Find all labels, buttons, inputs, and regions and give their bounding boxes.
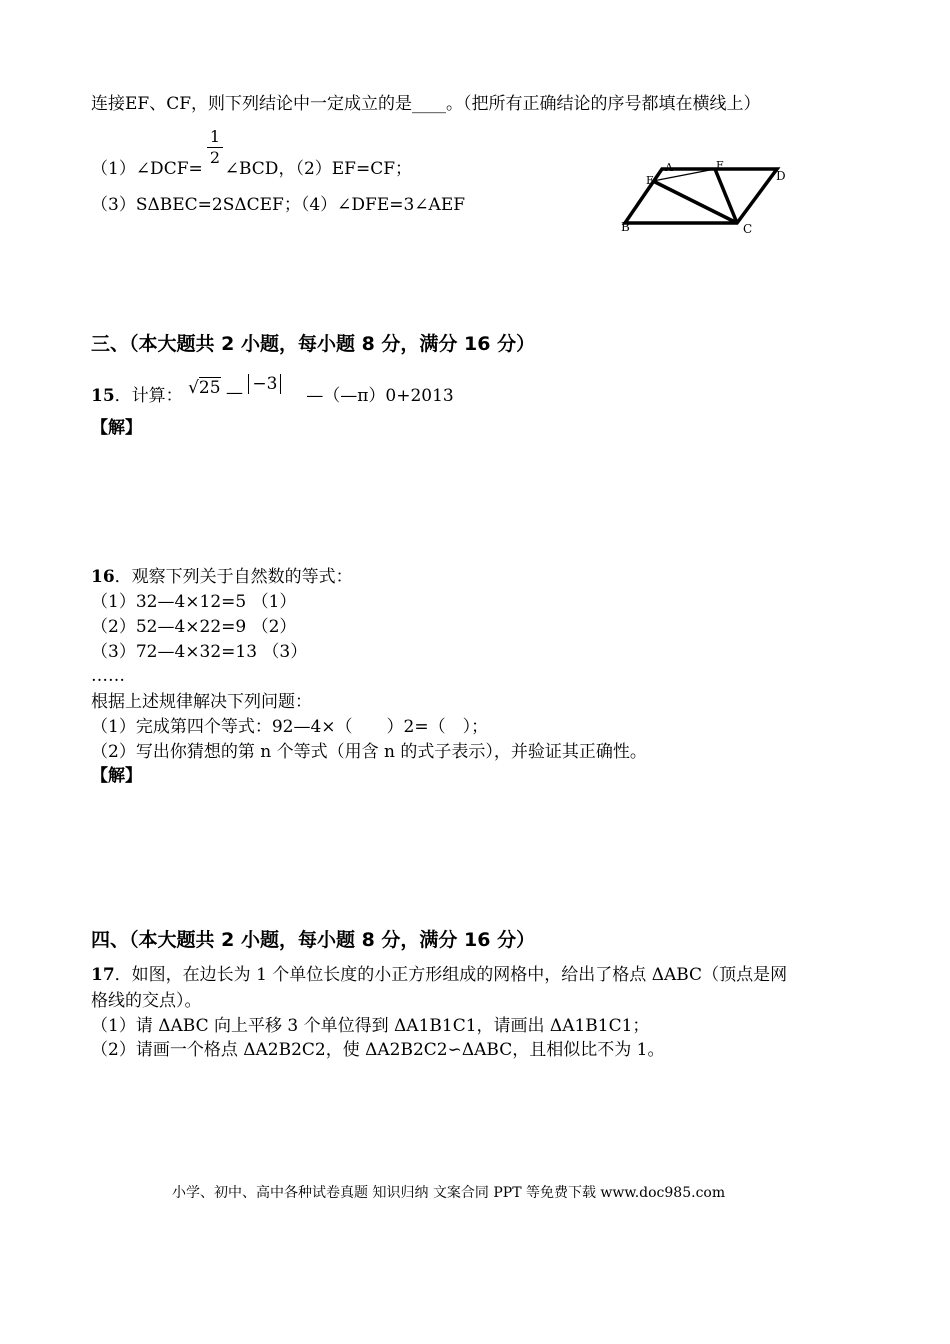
- q15-abs: [248, 374, 281, 394]
- q14-line2: [91, 157, 412, 182]
- q16-header: [91, 565, 353, 590]
- q17-line-1: [91, 963, 787, 988]
- q16-line-4: ……: [91, 666, 125, 686]
- segment-ec: [653, 181, 737, 223]
- q15-abs-value: −3: [252, 374, 278, 394]
- label-a: A: [665, 161, 673, 174]
- sqrt-sign-icon: √: [188, 378, 199, 398]
- q16-solution: 【解】: [91, 766, 142, 786]
- q15: [91, 374, 454, 409]
- q15-sqrt: [188, 376, 220, 401]
- q16-line-7: （2）写出你猜想的第 n 个等式（用含 n 的式子表示），并验证其正确性。: [91, 742, 647, 762]
- section-4-title: 四、（本大题共 2 小题，每小题 8 分，满分 16 分）: [91, 929, 536, 951]
- q16-line-6: （1）完成第四个等式：92—4×（ ）2=（ ）；: [91, 717, 489, 737]
- q17-line-4: （2）请画一个格点 ΔA2B2C2，使 ΔA2B2C2∽ΔABC，且相似比不为 1。: [91, 1040, 665, 1060]
- q14-intro-text: 连接EF、CF，则下列结论中一定成立的是: [91, 94, 413, 114]
- q15-dash: —: [225, 383, 243, 403]
- q17-number: 17: [91, 965, 115, 985]
- label-f: F: [716, 159, 724, 172]
- q14-line2-prefix: （1）∠DCF=: [91, 159, 203, 179]
- q14-intro: [91, 92, 761, 117]
- fraction-denominator: 2: [209, 148, 221, 167]
- q17-line-2: 格线的交点）。: [91, 991, 202, 1011]
- q14-line3: （3）SΔBEC=2SΔCEF；（4）∠DFE=3∠AEF: [91, 195, 466, 215]
- q15-solution: 【解】: [91, 418, 142, 438]
- q15-rest: —（—π）0+2013: [306, 386, 454, 406]
- q16-line-1: （1）32—4×12=5 （1）: [91, 592, 297, 612]
- q14-figure: [615, 155, 795, 240]
- fraction-numerator: 1: [209, 127, 221, 146]
- label-e: E: [646, 174, 655, 187]
- page-footer: 小学、初中、高中各种试卷真题 知识归纳 文案合同 PPT 等免费下载 www.doc985.com: [172, 1185, 726, 1201]
- section-3-title: 三、（本大题共 2 小题，每小题 8 分，满分 16 分）: [91, 333, 536, 355]
- q17-line-3: （1）请 ΔABC 向上平移 3 个单位得到 ΔA1B1C1，请画出 ΔA1B1C1；: [91, 1016, 650, 1036]
- label-c: C: [743, 222, 753, 236]
- q15-number: 15: [91, 386, 115, 406]
- label-b: B: [621, 220, 630, 234]
- q14-line2-suffix: ∠BCD，（2）EF=CF；: [224, 159, 413, 179]
- q16-label: ．观察下列关于自然数的等式：: [114, 567, 353, 587]
- q17-line1-text: ．如图，在边长为 1 个单位长度的小正方形组成的网格中，给出了格点 ΔABC（顶点是网: [114, 965, 788, 985]
- q14-answer-blank: ____: [412, 94, 447, 114]
- label-d: D: [776, 169, 786, 183]
- q15-sqrt-arg: 25: [198, 378, 221, 398]
- q16-line-3: （3）72—4×32=13 （3）: [91, 642, 308, 662]
- q15-label: ．计算：: [114, 386, 183, 406]
- q16-line-2: （2）52—4×22=9 （2）: [91, 617, 297, 637]
- q16-number: 16: [91, 567, 115, 587]
- q14-intro-tail: 。（把所有正确结论的序号都填在横线上）: [446, 94, 761, 114]
- q16-line-5: 根据上述规律解决下列问题：: [91, 692, 312, 712]
